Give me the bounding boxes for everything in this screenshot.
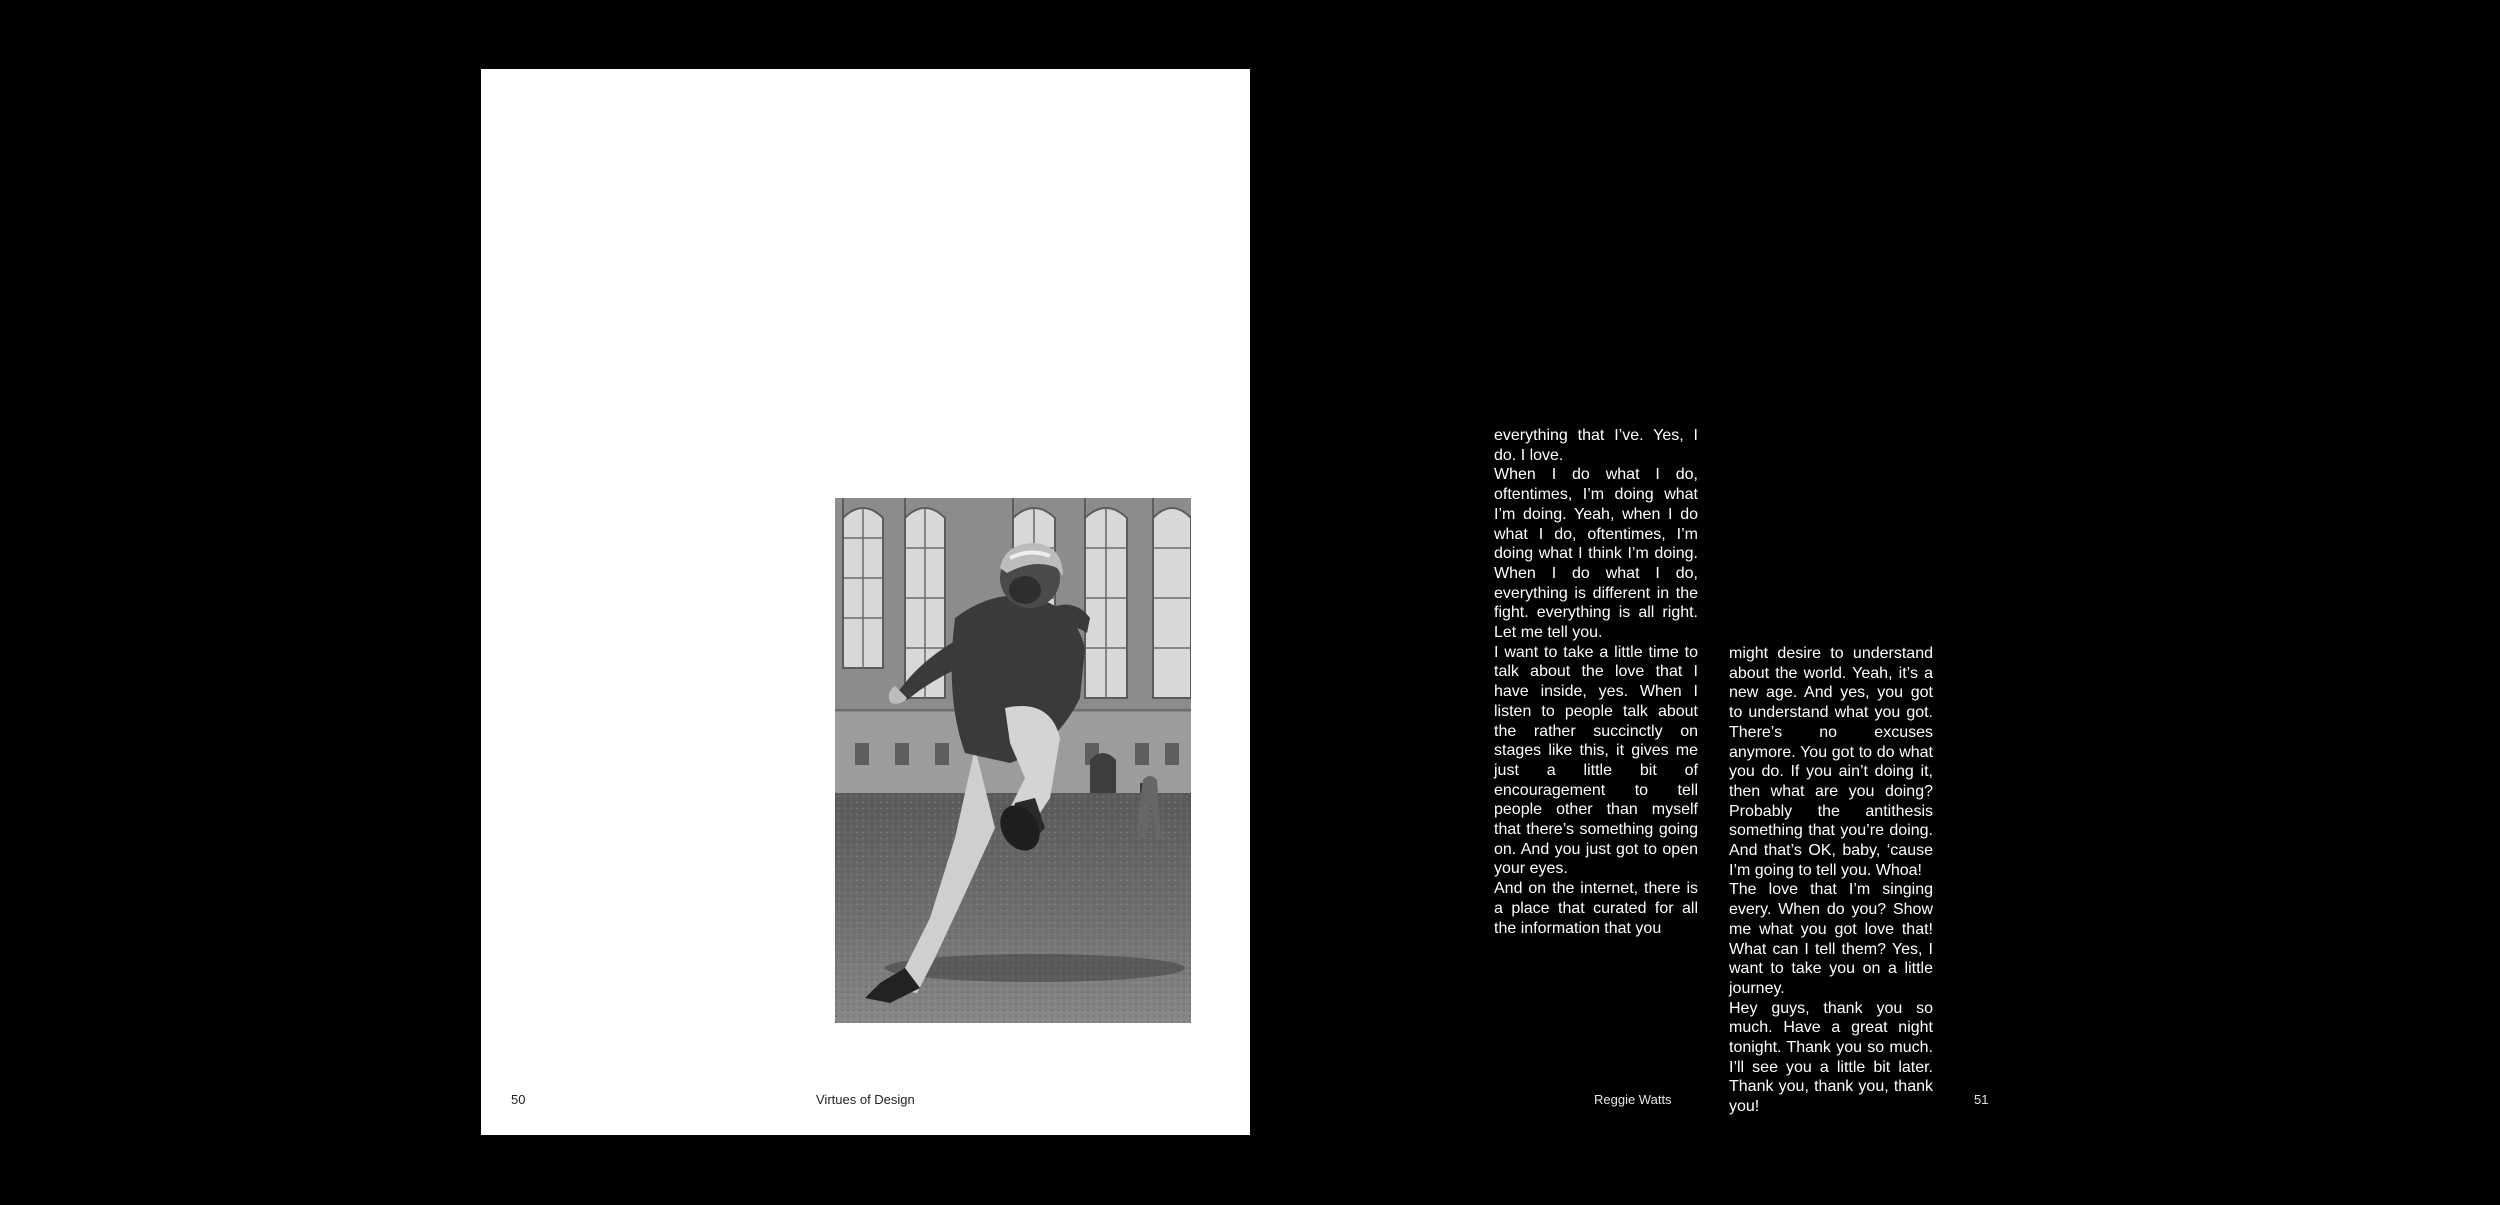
running-title-right: Reggie Watts [1594, 1092, 1672, 1107]
paragraph: When I do what I do, oftentimes, I’m doing what I’m doing. Yeah, when I do what I do, oftentimes, I’m doing what I think I’m doing. When I do what I do, everything is different in the fight. everything is all right. Let me tell you. [1494, 466, 1698, 642]
right-page [1250, 69, 2019, 1135]
page-number-right: 51 [1974, 1092, 1989, 1107]
text-column-2 [1729, 644, 1933, 1117]
paragraph: The love that I’m singing every. When do you? Show me what you got love that! What can I tell them? Yes, I want to take you on a little journey. [1729, 881, 1933, 997]
paragraph: I want to take a little time to talk about the love that I have inside, yes. When I listen to people talk about the rather succinctly on stages like this, it gives me just a little bit of encouragement to tell people other than myself that there’s something going on. And you just got to open your eyes. [1494, 643, 1698, 878]
paragraph: everything that I’ve. Yes, I do. I love. [1494, 427, 1698, 464]
paragraph: might desire to understand about the world. Yeah, it’s a new age. And yes, you got to understand what you got. There’s no excuses anymore. You got to do what you do. If you ain’t doing it, then what are you doing? Probably the antithesis something that you’re doing. And that’s OK, baby, ‘cause I’m going to tell you. Whoa! [1729, 645, 1933, 879]
running-title-left: Virtues of Design [816, 1092, 915, 1107]
paragraph: Hey guys, thank you so much. Have a great night tonight. Thank you so much. I’ll see you a little bit later. Thank you, thank you, thank you! [1729, 999, 1933, 1116]
football-player-photo [835, 498, 1191, 1023]
page-number-left: 50 [511, 1092, 526, 1107]
left-page [481, 69, 1250, 1135]
text-column-1 [1494, 426, 1698, 938]
paragraph: And on the internet, there is a place that curated for all the information that you [1494, 880, 1698, 937]
